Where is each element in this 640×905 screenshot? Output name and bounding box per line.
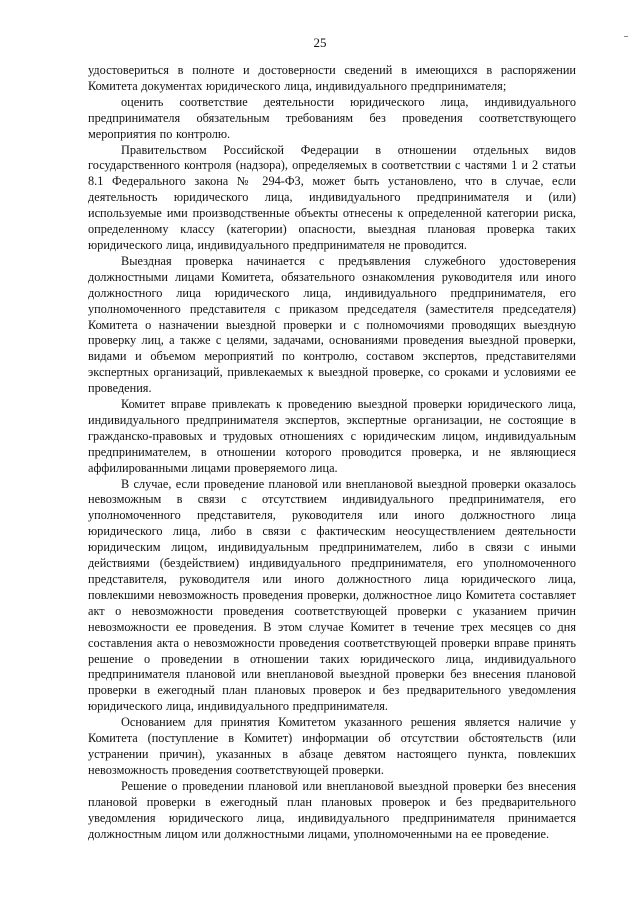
paragraph-decision-authority: Решение о проведении плановой или внеплановой выездной проверки без внесения плановой проверки в ежегодный план плановых проверок и без предварительного уведомления юридического лица, индивидуального предпринимателя принимается должностным лицом или должностными лицами, уполномоченными на ее проведение.: [88, 778, 576, 841]
paragraph-impossibility: В случае, если проведение плановой или внеплановой выездной проверки оказалось невозможным в связи с отсутствием индивидуального предпринимателя, его уполномоченного представителя, руководителя или иного должностного лица юридического лица, либо в связи с фактическим неосуществлением деятельности юридическим лицом, индивидуальным предпринимателем, либо в связи с иными действиями (бездействием) индивидуального предпринимателя, его уполномоченного представителя, руководителя или иного должностного лица юридического лица, повлекшими невозможность проведения проверки, должностное лицо Комитета составляет акт о невозможности проведения соответствующей проверки с указанием причин невозможности ее проведения. В этом случае Комитет в течение трех месяцев со дня составления акта о невозможности проведения соответствующей проверки вправе принять решение о проведении в отношении таких юридического лица, индивидуального предпринимателя плановой или внеплановой выездной проверки без внесения плановой проверки в ежегодный план плановых проверок и без предварительного уведомления юридического лица, индивидуального предпринимателя.: [88, 476, 576, 714]
paragraph-decision-basis: Основанием для принятия Комитетом указанного решения является наличие у Комитета (поступление в Комитет) информации об отсутствии обстоятельств (или устранении причин), указанных в абзаце девятом настоящего пункта, повлекших невозможность проведения соответствующей проверки.: [88, 715, 576, 777]
paragraph-government-exemption: Правительством Российской Федерации в отношении отдельных видов государственного контроля (надзора), определяемых в соответствии с частями 1 и 2 статьи 8.1 Федерального закона № 294-ФЗ, может быть установлено, что в случае, если деятельность юридического лица, индивидуального предпринимателя и (или) используемые ими производственные объекты отнесены к определенной категории риска, определенному классу (категории) опасности, выездная плановая проверка таких юридического лица, индивидуального предпринимателя не проводится.: [88, 142, 576, 252]
paragraph-continuation: удостовериться в полноте и достоверности сведений в имеющихся в распоряжении Комитета документах юридического лица, индивидуального предпринимателя;: [88, 63, 576, 93]
paragraph-inspection-start: Выездная проверка начинается с предъявления служебного удостоверения должностными лицами Комитета, обязательного ознакомления руководителя или иного должностного лица юридического лица, индивидуального предпринимателя, его уполномоченного представителя с приказом председателя (заместителя председателя) Комитета о назначении выездной проверки и с полномочиями проводящих выездную проверку лиц, а также с целями, задачами, основаниями проведения выездной проверки, видами и объемом мероприятий по контролю, составом экспертов, представителями экспертных организаций, привлекаемых к выездной проверке, со сроками и условиями ее проведения.: [88, 253, 576, 396]
page-number: 25: [313, 35, 327, 50]
paragraph-assess-compliance: оценить соответствие деятельности юридического лица, индивидуального предпринимателя обязательным требованиям без проведения соответствующего мероприятия по контролю.: [88, 94, 576, 141]
scan-mark: [624, 36, 628, 37]
paragraph-experts: Комитет вправе привлекать к проведению выездной проверки юридического лица, индивидуального предпринимателя экспертов, экспертные организации, не состоящие в гражданско-правовых и трудовых отношениях с юридическим лицом, индивидуальным предпринимателем, в отношении которого проводится проверка, и не являющиеся аффилированными лицами проверяемого лица.: [88, 397, 576, 475]
document-body: [88, 63, 576, 842]
